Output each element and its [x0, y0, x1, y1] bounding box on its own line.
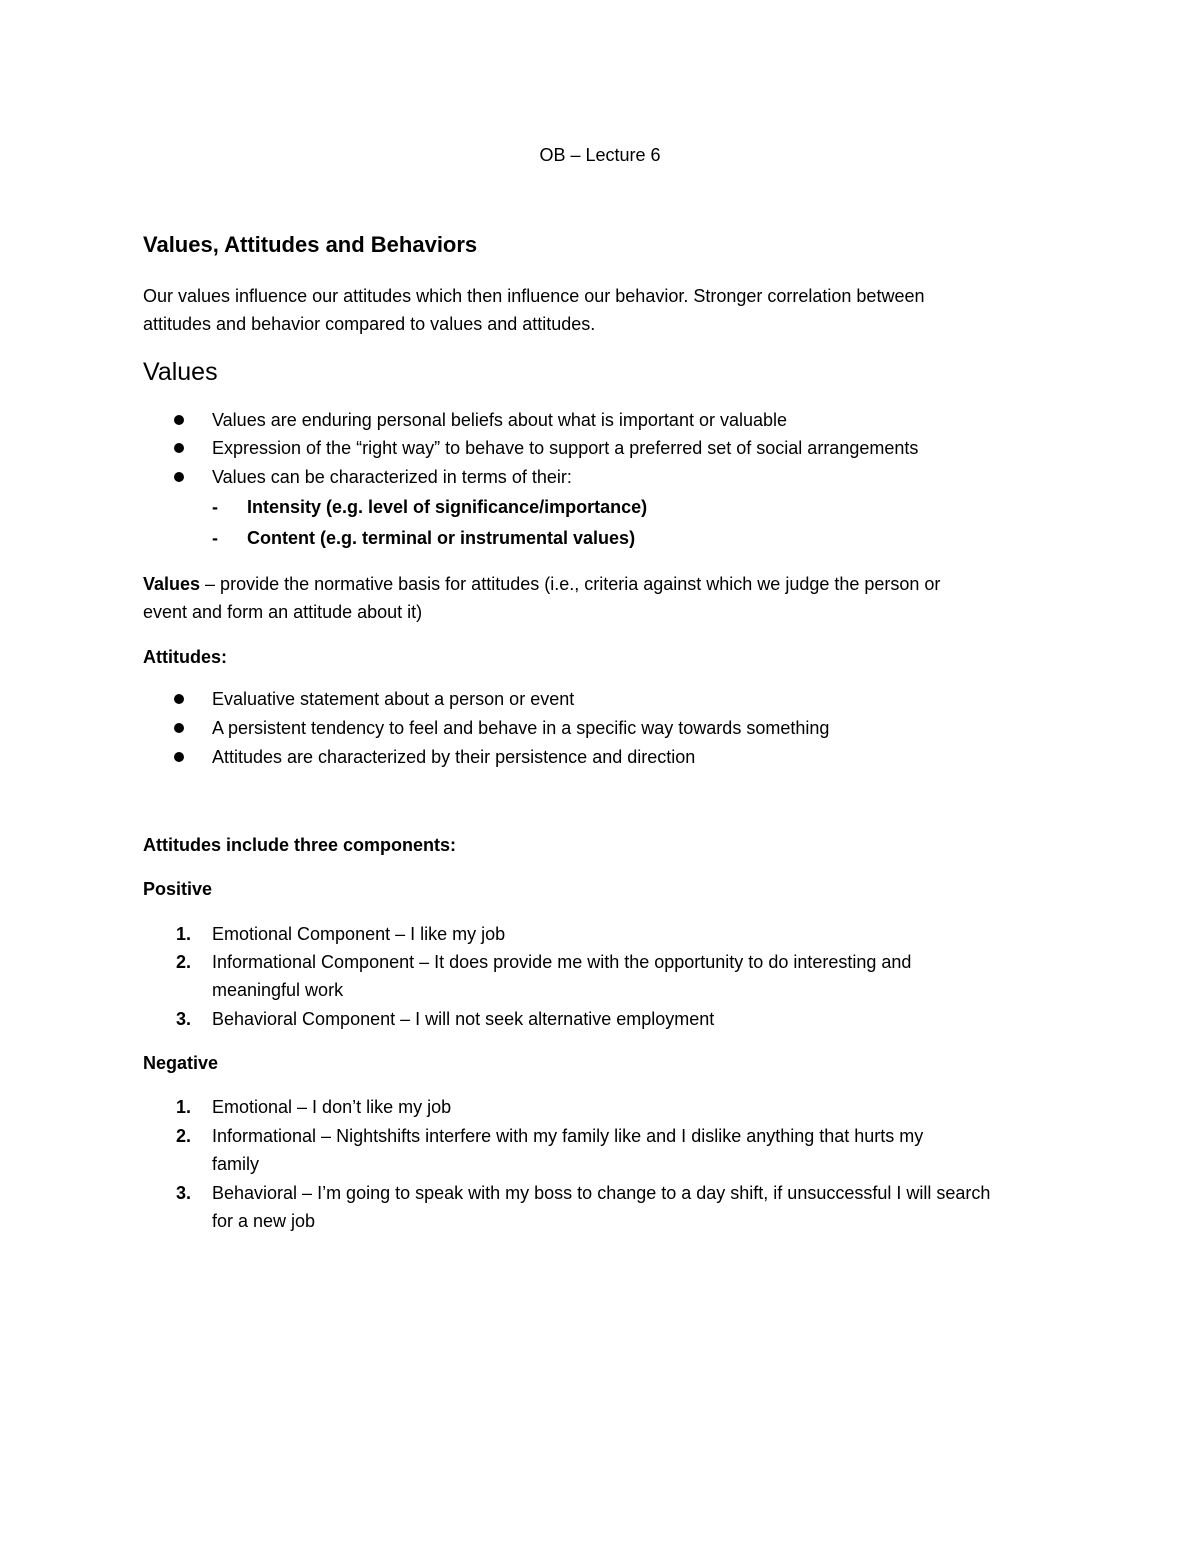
- negative-number-3: 3.: [176, 1183, 192, 1203]
- bullet-dot: [174, 415, 184, 425]
- bullet-dot: [174, 472, 184, 482]
- attitudes-bullet-2: A persistent tendency to feel and behave in a specific way towards something: [212, 718, 830, 738]
- positive-item-3: Behavioral Component – I will not seek alternative employment: [212, 1009, 715, 1029]
- sub-dash: -: [212, 497, 218, 517]
- negative-item-1: Emotional – I don’t like my job: [212, 1097, 452, 1117]
- negative-item-2-continued: family: [212, 1154, 260, 1174]
- values-bullet-1: Values are enduring personal beliefs about what is important or valuable: [212, 410, 788, 430]
- negative-heading: Negative: [143, 1053, 219, 1073]
- attitudes-bullet-1: Evaluative statement about a person or event: [212, 689, 575, 709]
- values-note-rest: – provide the normative basis for attitudes (i.e., criteria against which we judge the person or: [200, 574, 941, 594]
- components-heading: Attitudes include three components:: [143, 835, 457, 855]
- values-subitem-intensity: Intensity (e.g. level of significance/importance): [247, 497, 648, 517]
- positive-item-2: Informational Component – It does provide me with the opportunity to do interesting and: [212, 952, 912, 972]
- negative-item-2: Informational – Nightshifts interfere with my family like and I dislike anything that hurts my: [212, 1126, 924, 1146]
- negative-number-1: 1.: [176, 1097, 192, 1117]
- values-bullet-2: Expression of the “right way” to behave to support a preferred set of social arrangements: [212, 438, 919, 458]
- positive-number-1: 1.: [176, 924, 192, 944]
- intro-line-2: attitudes and behavior compared to values and attitudes.: [143, 314, 596, 334]
- negative-number-2: 2.: [176, 1126, 192, 1146]
- bullet-dot: [174, 752, 184, 762]
- values-heading: Values: [143, 358, 218, 386]
- negative-item-3: Behavioral – I’m going to speak with my boss to change to a day shift, if unsuccessful I will search: [212, 1183, 991, 1203]
- positive-item-2-continued: meaningful work: [212, 980, 344, 1000]
- intro-line-1: Our values influence our attitudes which then influence our behavior. Stronger correlation between: [143, 286, 925, 306]
- page-title: OB – Lecture 6: [539, 145, 661, 165]
- attitudes-bullet-3: Attitudes are characterized by their persistence and direction: [212, 747, 696, 767]
- positive-item-1: Emotional Component – I like my job: [212, 924, 506, 944]
- positive-number-2: 2.: [176, 952, 192, 972]
- sub-dash: -: [212, 528, 218, 548]
- values-bullet-3: Values can be characterized in terms of their:: [212, 467, 572, 487]
- bullet-dot: [174, 694, 184, 704]
- bullet-dot: [174, 443, 184, 453]
- values-note-line-2: event and form an attitude about it): [143, 602, 423, 622]
- main-heading: Values, Attitudes and Behaviors: [143, 232, 478, 257]
- negative-item-3-continued: for a new job: [212, 1211, 316, 1231]
- values-term: Values: [143, 574, 201, 594]
- bullet-dot: [174, 723, 184, 733]
- attitudes-heading: Attitudes:: [143, 647, 227, 667]
- positive-heading: Positive: [143, 879, 213, 899]
- positive-number-3: 3.: [176, 1009, 192, 1029]
- values-note-line-1: [143, 575, 940, 593]
- values-subitem-content: Content (e.g. terminal or instrumental values): [247, 528, 636, 548]
